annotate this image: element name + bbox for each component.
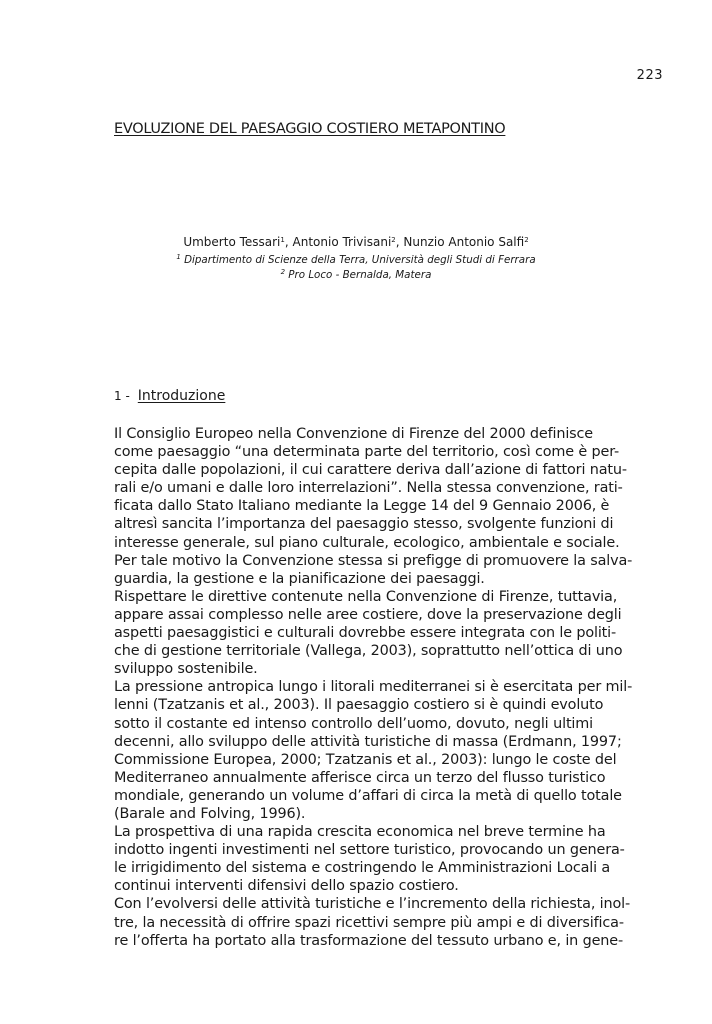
author-name: Nunzio Antonio Salfi (403, 235, 525, 249)
text-line: come paesaggio “una determinata parte del territorio, così come è per- (114, 444, 620, 461)
text-line: re l’offerta ha portato alla trasformazione del tessuto urbano e, in gene- (114, 932, 623, 949)
affiliation-marker: 2 (391, 236, 396, 244)
body-text (114, 425, 633, 950)
affiliation-text: Dipartimento di Scienze della Terra, Università degli Studi di Ferrara (180, 254, 536, 266)
text-line: indotto ingenti investimenti nel settore turistico, provocando un genera- (114, 842, 625, 859)
author-name: Umberto Tessari (183, 235, 281, 249)
text-line: rali e/o umani e dalle loro interrelazioni”. Nella stessa convenzione, rati- (114, 480, 623, 497)
affiliation-marker: 1 (280, 236, 285, 244)
text-line: continui interventi difensivi dello spazio costiero. (114, 878, 459, 895)
section-heading (114, 388, 225, 404)
text-line: ficata dallo Stato Italiano mediante la Legge 14 del 9 Gennaio 2006, è (114, 498, 610, 515)
page-number: 223 (636, 68, 663, 83)
text-line: interesse generale, sul piano culturale, ecologico, ambientale e sociale. (114, 534, 620, 551)
section-number: 1 - (114, 389, 130, 403)
text-line: Commissione Europea, 2000; Tzatzanis et al., 2003): lungo le coste del (114, 751, 617, 768)
author-separator: , (284, 235, 293, 249)
text-line: lenni (Tzatzanis et al., 2003). Il paesaggio costiero si è quindi evoluto (114, 697, 604, 714)
affiliation-2 (0, 269, 712, 281)
text-line: Per tale motivo la Convenzione stessa si prefigge di promuovere la salva- (114, 552, 633, 569)
text-line: Il Consiglio Europeo nella Convenzione di Firenze del 2000 definisce (114, 426, 593, 442)
author-list (0, 235, 712, 249)
text-line: Con l’evolversi delle attività turistiche e l’incremento della richiesta, inol- (114, 896, 631, 913)
text-line: La pressione antropica lungo i litorali mediterranei si è esercitata per mil- (114, 679, 633, 696)
affiliation-marker: 2 (280, 268, 286, 276)
text-line: sviluppo sostenibile. (114, 661, 258, 678)
article-title: EVOLUZIONE DEL PAESAGGIO COSTIERO METAPONTINO (114, 121, 506, 137)
affiliation-1 (0, 254, 712, 266)
text-line: che di gestione territoriale (Vallega, 2003), soprattutto nell’ottica di uno (114, 643, 623, 660)
affiliation-marker: 1 (176, 253, 181, 261)
text-line: tre, la necessità di offrire spazi ricettivi sempre più ampi e di diversifica- (114, 914, 624, 931)
text-line: aspetti paesaggistici e culturali dovrebbe essere integrata con le politi- (114, 625, 617, 642)
text-line: (Barale and Folving, 1996). (114, 805, 306, 822)
text-line: decenni, allo sviluppo delle attività turistiche di massa (Erdmann, 1997; (114, 733, 622, 750)
text-line: appare assai complesso nelle aree costiere, dove la preservazione degli (114, 606, 622, 623)
text-line: mondiale, generando un volume d’affari di circa la metà di quello totale (114, 787, 622, 804)
text-line: La prospettiva di una rapida crescita economica nel breve termine ha (114, 824, 606, 841)
text-line: altresì sancita l’importanza del paesaggio stesso, svolgente funzioni di (114, 516, 614, 533)
author-name: Antonio Trivisani (292, 235, 392, 249)
text-line: sotto il costante ed intenso controllo dell’uomo, dovuto, negli ultimi (114, 715, 593, 732)
text-line: Rispettare le direttive contenute nella Convenzione di Firenze, tuttavia, (114, 588, 618, 605)
affiliation-marker: 2 (524, 236, 529, 244)
text-line: cepita dalle popolazioni, il cui carattere deriva dall’azione di fattori natu- (114, 462, 627, 479)
text-line: le irrigidimento del sistema e costringendo le Amministrazioni Locali a (114, 860, 611, 877)
affiliation-text: Pro Loco - Bernalda, Matera (285, 269, 432, 281)
text-line: Mediterraneo annualmente afferisce circa un terzo del flusso turistico (114, 769, 606, 786)
author-separator: , (395, 235, 404, 249)
text-line: guardia, la gestione e la pianificazione dei paesaggi. (114, 570, 485, 587)
section-label: Introduzione (137, 388, 226, 404)
